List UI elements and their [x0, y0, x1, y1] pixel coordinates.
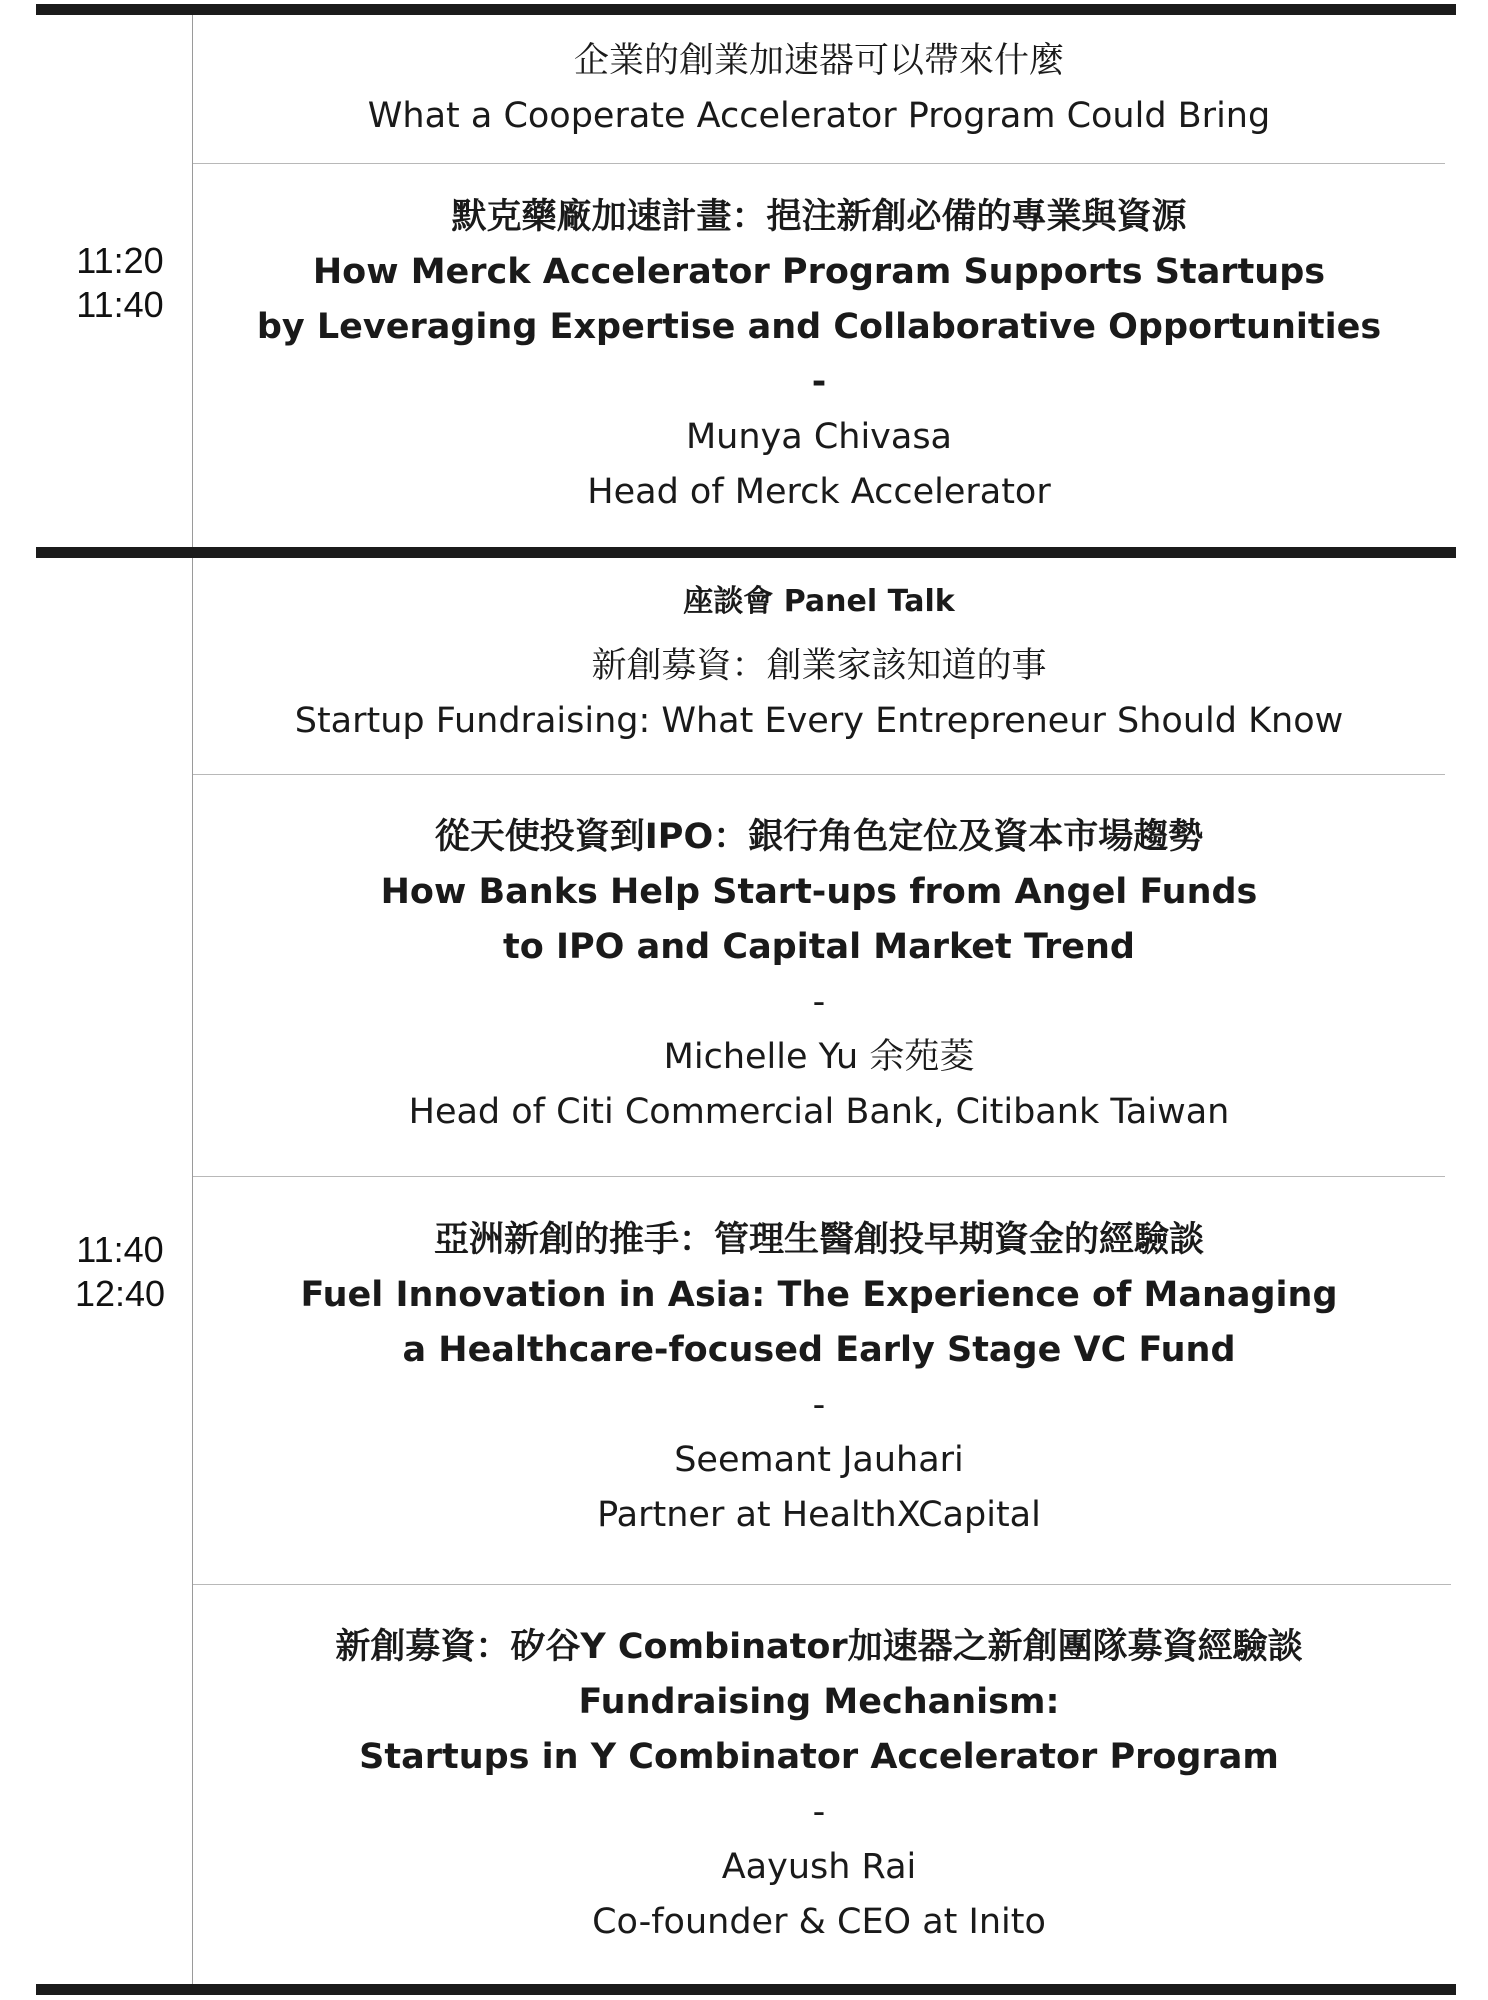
talk-title-en: a Healthcare-focused Early Stage VC Fund	[402, 1330, 1236, 1370]
intro-title-en: What a Cooperate Accelerator Program Could Bring	[367, 96, 1271, 136]
talk-separator: -	[812, 1385, 826, 1425]
row-divider	[193, 1176, 1445, 1177]
talk-title-en: Fundraising Mechanism:	[578, 1682, 1060, 1722]
intro-title-zh: 新創募資：創業家該知道的事	[591, 646, 1047, 686]
top-rule	[36, 4, 1456, 15]
session-time	[36, 1228, 204, 1316]
talk-block	[193, 810, 1445, 1140]
speaker-role: Head of Citi Commercial Bank, Citibank Taiwan	[408, 1092, 1230, 1132]
session-intro	[193, 580, 1445, 749]
session-time	[36, 239, 204, 327]
talk-title-zh: 默克藥廠加速計畫：挹注新創必備的專業與資源	[451, 197, 1187, 237]
speaker-role: Partner at HealthXCapital	[597, 1495, 1041, 1535]
speaker-name: Seemant Jauhari	[674, 1440, 964, 1480]
talk-title-en: Fuel Innovation in Asia: The Experience of Managing	[300, 1275, 1338, 1315]
talk-block	[193, 190, 1445, 520]
talk-title-en: Startups in Y Combinator Accelerator Program	[359, 1737, 1279, 1777]
talk-block	[193, 1620, 1445, 1950]
talk-block	[193, 1213, 1445, 1543]
row-divider	[193, 163, 1445, 164]
talk-title-en: How Banks Help Start-ups from Angel Funds	[380, 872, 1258, 912]
time-end: 12:40	[74, 1273, 166, 1314]
talk-title-en: to IPO and Capital Market Trend	[503, 927, 1135, 967]
session-divider-rule	[36, 547, 1456, 558]
time-start: 11:40	[76, 1229, 164, 1270]
talk-separator: -	[812, 982, 826, 1022]
talk-title-zh: 從天使投資到IPO：銀行角色定位及資本市場趨勢	[434, 817, 1204, 857]
talk-separator: -	[811, 362, 827, 402]
talk-title-en: by Leveraging Expertise and Collaborative Opportunities	[256, 307, 1382, 347]
talk-title-zh: 新創募資：矽谷Y Combinator加速器之新創團隊募資經驗談	[335, 1627, 1303, 1667]
talk-title-zh: 亞洲新創的推手：管理生醫創投早期資金的經驗談	[433, 1220, 1204, 1260]
talk-title-en: How Merck Accelerator Program Supports Startups	[312, 252, 1326, 292]
intro-title-zh: 企業的創業加速器可以帶來什麼	[573, 41, 1064, 81]
intro-title-en: Startup Fundraising: What Every Entrepreneur Should Know	[294, 701, 1344, 741]
panel-talk-label: 座談會 Panel Talk	[683, 584, 955, 619]
speaker-name: Aayush Rai	[721, 1847, 917, 1887]
row-divider	[193, 774, 1445, 775]
bottom-rule	[36, 1984, 1456, 1995]
speaker-name: Munya Chivasa	[685, 417, 953, 457]
talk-separator: -	[812, 1792, 826, 1832]
time-start: 11:20	[76, 240, 164, 281]
speaker-role: Head of Merck Accelerator	[587, 472, 1051, 512]
speaker-name: Michelle Yu 余苑菱	[663, 1037, 975, 1077]
session-intro	[193, 34, 1445, 144]
time-end: 11:40	[76, 284, 164, 325]
speaker-role: Co-founder & CEO at Inito	[592, 1902, 1046, 1942]
row-divider	[193, 1584, 1451, 1585]
